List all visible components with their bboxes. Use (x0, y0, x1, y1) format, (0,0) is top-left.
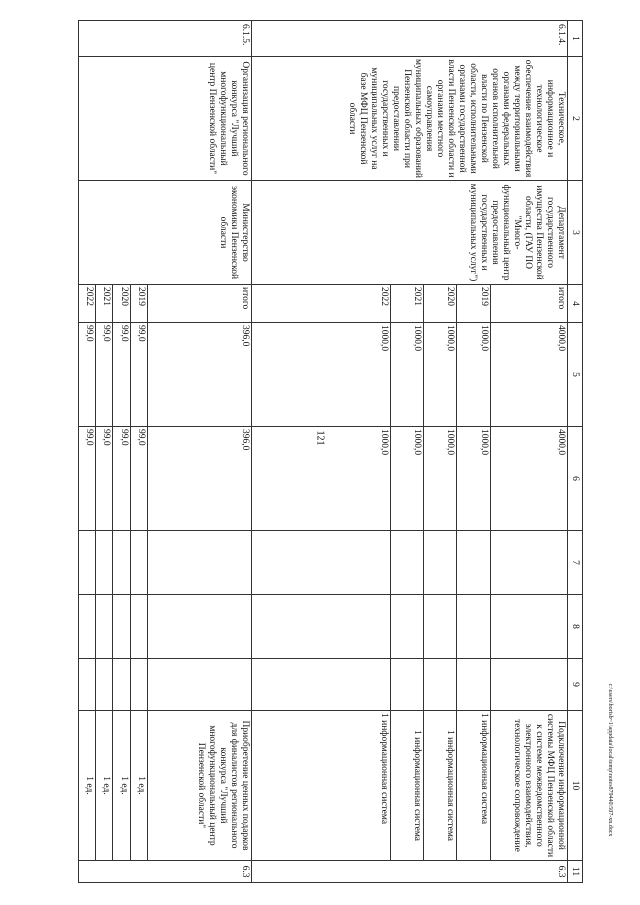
empty-cell (147, 595, 251, 659)
empty-cell (130, 531, 147, 595)
empty-cell (113, 531, 130, 595)
year-cell: 2019 (130, 285, 147, 323)
amount-cell: 99,0 (113, 427, 130, 531)
column-header: 2 (568, 57, 583, 181)
amount-cell: 99,0 (113, 323, 130, 427)
column-header: 7 (568, 531, 583, 595)
result-cell: 1 информационная система (391, 711, 424, 861)
amount-cell: 1000,0 (457, 427, 490, 531)
year-cell: 2022 (252, 285, 391, 323)
empty-cell (113, 595, 130, 659)
column-header: 9 (568, 659, 583, 711)
empty-cell (252, 595, 391, 659)
amount-cell: 99,0 (79, 427, 96, 531)
amount-cell: 99,0 (130, 323, 147, 427)
column-header: 5 (568, 323, 583, 427)
table-row (490, 21, 567, 883)
amount-cell: 99,0 (96, 427, 113, 531)
empty-cell (96, 659, 113, 711)
amount-cell: 99,0 (130, 427, 147, 531)
column-header: 10 (568, 711, 583, 861)
empty-cell (391, 659, 424, 711)
empty-cell (252, 659, 391, 711)
empty-cell (391, 595, 424, 659)
item-number: 6.1.4. (252, 21, 568, 57)
amount-cell: 1000,0 (391, 323, 424, 427)
empty-cell (424, 595, 457, 659)
footer-file-path: c:\users\borisb~1\appdata\local\temp\notes879440\507-xn.docx (607, 683, 613, 837)
result-cell: 1 ед. (96, 711, 113, 861)
result-cell: 1 ед. (79, 711, 96, 861)
amount-cell: 1000,0 (424, 427, 457, 531)
column-header: 4 (568, 285, 583, 323)
result-cell: 1 информационная система (252, 711, 391, 861)
empty-cell (147, 531, 251, 595)
result-cell: 1 информационная система (457, 711, 490, 861)
amount-cell: 1000,0 (252, 323, 391, 427)
empty-cell (490, 595, 567, 659)
empty-cell (252, 531, 391, 595)
empty-cell (79, 595, 96, 659)
item-description: Техническое, информационное и технологическое обеспечение взаимодействия между территориальными органами федеральных органов исполнительной власти по Пензенской области, исполнительными органами государственной власти Пензенской области и органами местного самоуправления муниципальных образований Пензенской области при предоставлении государственных и муниципальных услуг на базе МФЦ Пензенской области (252, 57, 568, 181)
year-cell: 2020 (424, 285, 457, 323)
amount-cell: 1000,0 (424, 323, 457, 427)
empty-cell (147, 659, 251, 711)
year-cell: 2022 (79, 285, 96, 323)
empty-cell (457, 531, 490, 595)
empty-cell (424, 531, 457, 595)
table-row (147, 21, 251, 883)
amount-cell: 396,0 (147, 323, 251, 427)
result-cell: Подключение информационной системы МФЦ Пензенской области к системе межведомственного электронного взаимодействия, технологическое сопровождение (490, 711, 567, 861)
page-number: 121 (314, 430, 326, 446)
item-executor: Министерство экономики Пензенской области (79, 181, 252, 285)
column-header: 11 (568, 861, 583, 883)
empty-cell (457, 595, 490, 659)
amount-cell: 4000,0 (490, 323, 567, 427)
empty-cell (130, 595, 147, 659)
column-header: 1 (568, 21, 583, 57)
year-cell: 2019 (457, 285, 490, 323)
item-number: 6.1.5. (79, 21, 252, 57)
empty-cell (96, 595, 113, 659)
empty-cell (130, 659, 147, 711)
amount-cell: 396,0 (147, 427, 251, 531)
item-description: Организация регионального конкурса "Лучший многофункциональный центр Пензенской области" (79, 57, 252, 181)
amount-cell: 4000,0 (490, 427, 567, 531)
year-cell: 2021 (391, 285, 424, 323)
empty-cell (391, 531, 424, 595)
result-cell: 1 информационная система (424, 711, 457, 861)
amount-cell: 1000,0 (252, 427, 391, 531)
result-cell: Приобретение ценных подарков для финалистов регионального конкурса "Лучший многофункциональный центр Пензенской области" (147, 711, 251, 861)
amount-cell: 1000,0 (391, 427, 424, 531)
column-header: 6 (568, 427, 583, 531)
amount-cell: 1000,0 (457, 323, 490, 427)
empty-cell (490, 659, 567, 711)
rotated-table-page (78, 20, 583, 882)
program-activities-table (78, 20, 583, 883)
amount-cell: 99,0 (79, 323, 96, 427)
year-cell: итого (490, 285, 567, 323)
amount-cell: 99,0 (96, 323, 113, 427)
empty-cell (424, 659, 457, 711)
indicator-cell: 6.3 (252, 861, 568, 883)
year-cell: итого (147, 285, 251, 323)
empty-cell (113, 659, 130, 711)
column-header: 3 (568, 181, 583, 285)
year-cell: 2021 (96, 285, 113, 323)
empty-cell (96, 531, 113, 595)
result-cell: 1 ед. (130, 711, 147, 861)
indicator-cell: 6.3 (79, 861, 252, 883)
column-header: 8 (568, 595, 583, 659)
header-row (568, 21, 583, 883)
empty-cell (457, 659, 490, 711)
empty-cell (490, 531, 567, 595)
result-cell: 1 ед. (113, 711, 130, 861)
empty-cell (79, 659, 96, 711)
empty-cell (79, 531, 96, 595)
item-executor: Департамент государственного имущества Пензенской области, (ГАУ ПО "Много-функциональный центр предоставления государственных и муниципальных услуг") (252, 181, 568, 285)
year-cell: 2020 (113, 285, 130, 323)
